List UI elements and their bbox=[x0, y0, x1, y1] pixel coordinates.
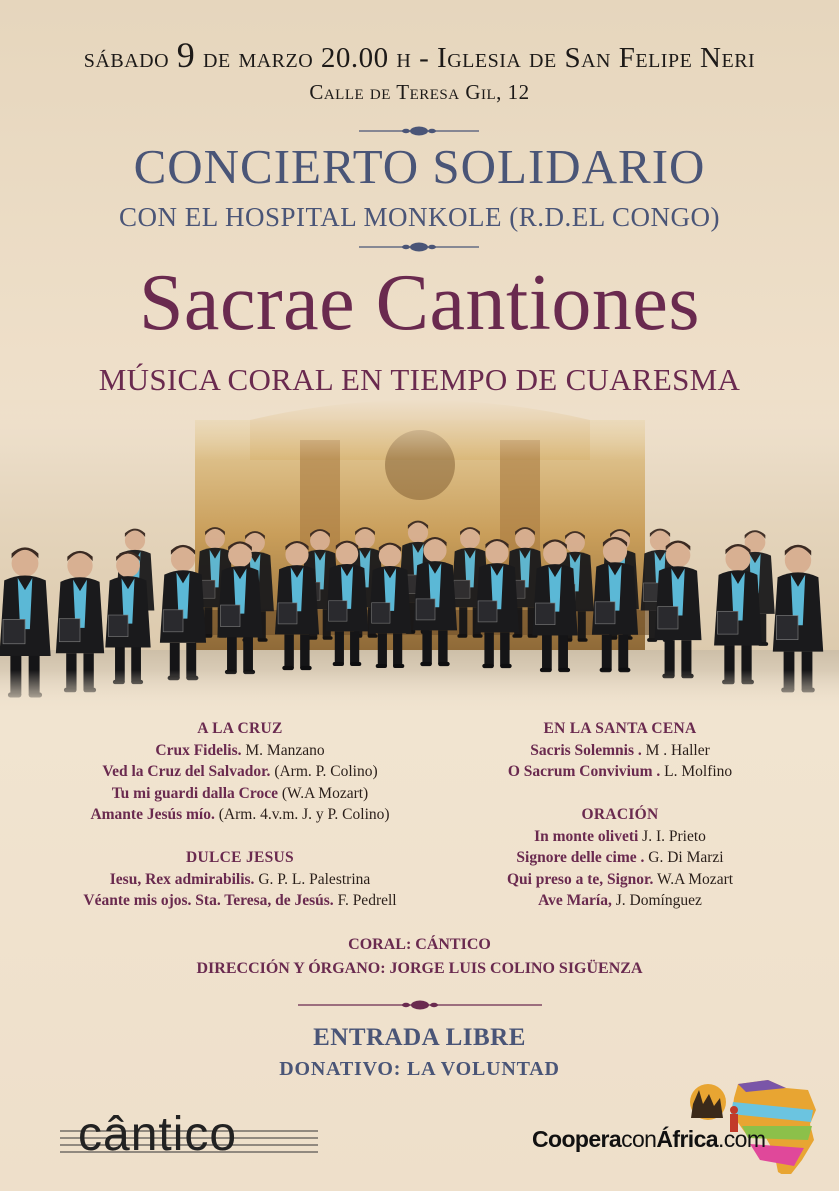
program-item: O Sacrum Convivium . L. Molfino bbox=[507, 763, 733, 780]
program-item: Ved la Cruz del Salvador. (Arm. P. Colino) bbox=[102, 763, 378, 780]
coopera-logo-text: CooperaconÁfrica.com bbox=[532, 1126, 766, 1152]
concert-title: CONCIERTO SOLIDARIO bbox=[133, 139, 706, 194]
program-right-column bbox=[440, 718, 800, 912]
day: sábado bbox=[83, 42, 170, 74]
program-item: Véante mis ojos. Sta. Teresa, de Jesús. F. Pedrell bbox=[83, 892, 397, 909]
choir-credit: CORAL: CÁNTICO bbox=[348, 936, 491, 953]
ornament-divider-bottom bbox=[298, 998, 542, 1012]
cantico-logo bbox=[60, 1098, 330, 1158]
choir-photo bbox=[0, 400, 839, 710]
address: Calle de Teresa Gil, 12 bbox=[309, 80, 530, 104]
cantico-logo-text: cântico bbox=[78, 1108, 238, 1158]
program-item: Qui preso a te, Signor. W.A Mozart bbox=[506, 870, 734, 888]
coopera-africa-logo bbox=[528, 1074, 828, 1174]
program-item: Crux Fidelis. M. Manzano bbox=[155, 741, 325, 759]
program-item: Iesu, Rex admirabilis. G. P. L. Palestrina bbox=[109, 870, 371, 888]
program-item: In monte oliveti J. I. Prieto bbox=[534, 827, 706, 845]
program-item: Tu mi guardi dalla Croce (W.A Mozart) bbox=[111, 784, 369, 802]
music-subtitle: MÚSICA CORAL EN TIEMPO DE CUARESMA bbox=[98, 362, 741, 397]
date-venue-line bbox=[0, 34, 839, 76]
program-item: Signore delle cime . G. Di Marzi bbox=[516, 849, 724, 866]
section-title: ORACIÓN bbox=[581, 806, 659, 823]
hospital-subtitle: CON EL HOSPITAL MONKOLE (R.D.EL CONGO) bbox=[118, 202, 721, 232]
date-number: 9 bbox=[176, 35, 196, 75]
program-item: Amante Jesús mío. (Arm. 4.v.m. J. y P. Colino) bbox=[90, 806, 390, 823]
main-title: Sacrae Cantiones bbox=[138, 259, 701, 347]
program-item: Sacris Solemnis . M . Haller bbox=[530, 741, 710, 759]
date-time: de marzo 20.00 h bbox=[203, 42, 412, 74]
section-title: DULCE JESUS bbox=[186, 849, 294, 866]
section-title: EN LA SANTA CENA bbox=[543, 720, 697, 737]
program-item: Ave María, J. Domínguez bbox=[538, 892, 702, 909]
ornament-divider-top bbox=[359, 124, 479, 138]
section-title: A LA CRUZ bbox=[197, 720, 283, 737]
director-credit: DIRECCIÓN Y ÓRGANO: JORGE LUIS COLINO SIGÜENZA bbox=[196, 960, 643, 977]
ornament-divider-mid bbox=[359, 240, 479, 254]
free-entry: ENTRADA LIBRE bbox=[313, 1024, 526, 1051]
separator: - bbox=[419, 42, 430, 74]
venue: Iglesia de San Felipe Neri bbox=[437, 42, 756, 74]
donation: DONATIVO: LA VOLUNTAD bbox=[279, 1058, 560, 1080]
program-left-column bbox=[40, 718, 440, 912]
